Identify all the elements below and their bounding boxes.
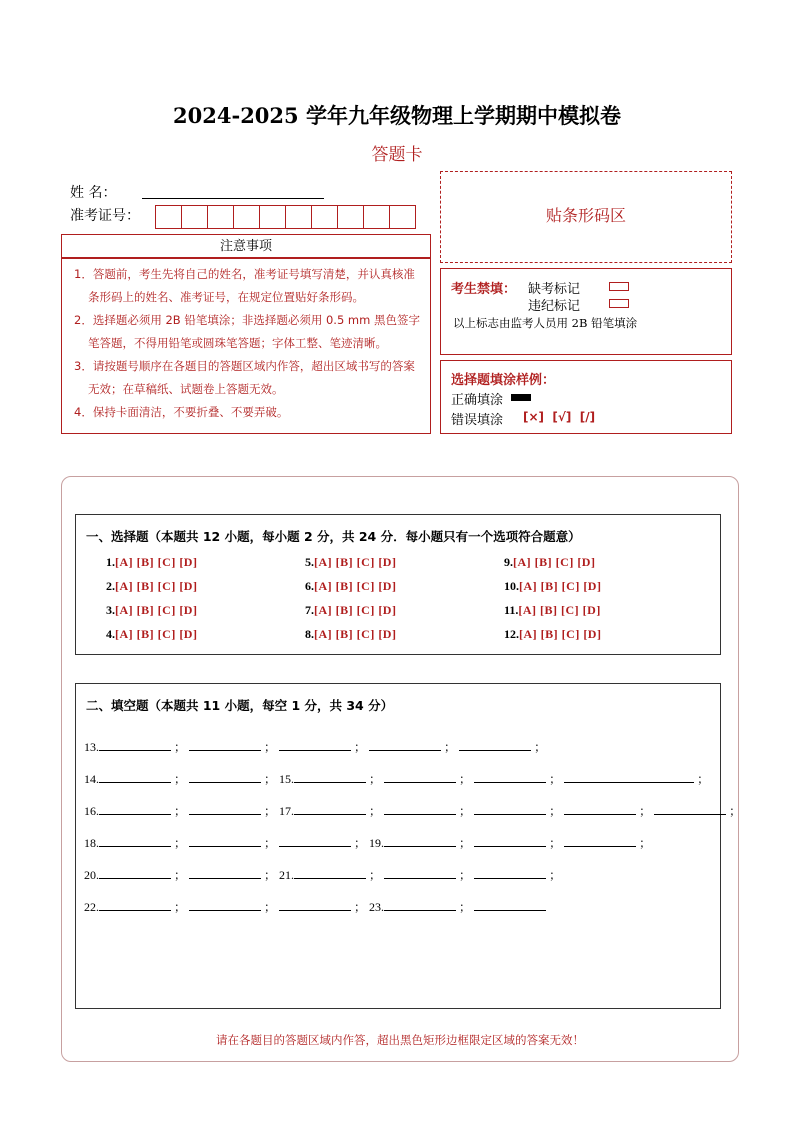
notice-item: 3．请按题号顺序在各题目的答题区域内作答，超出区域书写的答案无效；在草稿纸、试题卷上答题无效。 <box>74 359 415 396</box>
blank-field[interactable] <box>384 802 456 815</box>
blank-field[interactable] <box>474 834 546 847</box>
blank-field[interactable] <box>294 770 366 783</box>
notice-item: 4．保持卡面清洁，不要折叠、不要弄破。 <box>74 405 289 419</box>
id-digit-box[interactable] <box>259 205 286 229</box>
id-digit-box[interactable] <box>389 205 416 229</box>
id-digit-box[interactable] <box>181 205 208 229</box>
fill-row: 13. ； ； ； ； ； <box>84 740 547 754</box>
fill-row: 22. ； ； ； 23. ； <box>84 898 546 915</box>
name-label: 姓 名： <box>70 185 117 201</box>
id-digit-box[interactable] <box>363 205 390 229</box>
blank-field[interactable] <box>654 802 726 815</box>
forbid-label: 考生禁填： <box>451 282 517 297</box>
fill-row: 20. ； ； 21. ； ； ； <box>84 868 562 882</box>
blank-field[interactable] <box>294 866 366 879</box>
blank-field[interactable] <box>99 802 171 815</box>
id-digit-box[interactable] <box>285 205 312 229</box>
notice-item: 2．选择题必须用 2B 铅笔填涂；非选择题必须用 0.5 mm 黑色签字笔答题，不得用铅笔或圆珠笔答题；字体工整、笔迹清晰。 <box>74 313 420 350</box>
blank-field[interactable] <box>189 866 261 879</box>
blank-field[interactable] <box>474 898 546 911</box>
blank-field[interactable] <box>279 738 351 751</box>
blank-field[interactable] <box>564 802 636 815</box>
blank-field[interactable] <box>474 866 546 879</box>
choice-question[interactable]: 12.[A] [B] [C] [D] <box>504 627 602 641</box>
choice-question[interactable]: 2.[A] [B] [C] [D] <box>106 579 198 593</box>
blank-field[interactable] <box>189 898 261 911</box>
blank-field[interactable] <box>384 834 456 847</box>
blank-field[interactable] <box>99 770 171 783</box>
choice-section <box>75 514 721 655</box>
choice-question[interactable]: 4.[A] [B] [C] [D] <box>106 627 198 641</box>
id-number-boxes[interactable] <box>155 205 415 229</box>
choice-question[interactable]: 9.[A] [B] [C] [D] <box>504 555 596 569</box>
blank-field[interactable] <box>294 802 366 815</box>
blank-field[interactable] <box>189 834 261 847</box>
page-title: 2024-2025 学年九年级物理上学期期中模拟卷 <box>173 103 621 128</box>
id-digit-box[interactable] <box>155 205 182 229</box>
blank-field[interactable] <box>279 834 351 847</box>
id-label: 准考证号： <box>70 208 140 224</box>
blank-field[interactable] <box>189 770 261 783</box>
absent-mark-box[interactable] <box>609 282 629 291</box>
page-subtitle: 答题卡 <box>371 145 423 165</box>
absent-label: 缺考标记 <box>528 282 581 297</box>
blank-field[interactable] <box>384 898 456 911</box>
choice-section-title: 一、选择题（本题共 12 小题，每小题 2 分，共 24 分．每小题只有一个选项符合题意） <box>86 529 581 544</box>
blank-field[interactable] <box>384 866 456 879</box>
choice-question[interactable]: 3.[A] [B] [C] [D] <box>106 603 198 617</box>
sample-label: 选择题填涂样例： <box>451 373 556 388</box>
barcode-area <box>440 171 732 263</box>
wrong-marks: [×] [√] [/] <box>523 410 596 424</box>
id-digit-box[interactable] <box>311 205 338 229</box>
blank-field[interactable] <box>474 770 546 783</box>
blank-field[interactable] <box>564 770 694 783</box>
violation-mark-box[interactable] <box>609 299 629 308</box>
choice-question[interactable]: 10.[A] [B] [C] [D] <box>504 579 602 593</box>
blank-field[interactable] <box>459 738 531 751</box>
fill-row: 16. ； ； 17. ； ； ； ； ； <box>84 804 742 818</box>
choice-question[interactable]: 8.[A] [B] [C] [D] <box>305 627 397 641</box>
proctor-mark-box <box>440 268 732 355</box>
fill-row: 18. ； ； ； 19. ； ； ； <box>84 836 652 850</box>
barcode-label: 贴条形码区 <box>545 206 626 225</box>
blank-field[interactable] <box>99 834 171 847</box>
forbid-note: 以上标志由监考人员用 2B 铅笔填涂 <box>453 316 638 330</box>
fill-section-title: 二、填空题（本题共 11 小题，每空 1 分，共 34 分） <box>86 698 394 713</box>
choice-question[interactable]: 1.[A] [B] [C] [D] <box>106 555 198 569</box>
blank-field[interactable] <box>99 738 171 751</box>
choice-question[interactable]: 6.[A] [B] [C] [D] <box>305 579 397 593</box>
footer-note: 请在各题目的答题区域内作答，超出黑色矩形边框限定区域的答案无效！ <box>216 1033 584 1047</box>
notice-heading: 注意事项 <box>61 234 431 258</box>
blank-field[interactable] <box>369 738 441 751</box>
blank-field[interactable] <box>474 802 546 815</box>
fill-blank-section <box>75 683 742 1009</box>
violation-label: 违纪标记 <box>528 299 581 314</box>
blank-field[interactable] <box>384 770 456 783</box>
notice-item: 1．答题前，考生先将自己的姓名，准考证号填写清楚，并认真核准条形码上的姓名、准考证号，在规定位置贴好条形码。 <box>74 267 415 304</box>
correct-label: 正确填涂 <box>451 393 504 408</box>
blank-field[interactable] <box>189 738 261 751</box>
blank-field[interactable] <box>99 866 171 879</box>
blank-field[interactable] <box>99 898 171 911</box>
blank-field[interactable] <box>279 898 351 911</box>
name-field[interactable] <box>142 182 324 199</box>
fill-sample-box <box>440 360 732 434</box>
id-digit-box[interactable] <box>207 205 234 229</box>
id-digit-box[interactable] <box>337 205 364 229</box>
blank-field[interactable] <box>189 802 261 815</box>
fill-row: 14. ； ； 15. ； ； ； ； <box>84 772 710 786</box>
choice-question[interactable]: 11.[A] [B] [C] [D] <box>504 603 601 617</box>
choice-question[interactable]: 5.[A] [B] [C] [D] <box>305 555 397 569</box>
wrong-label: 错误填涂 <box>451 413 504 428</box>
id-digit-box[interactable] <box>233 205 260 229</box>
blank-field[interactable] <box>564 834 636 847</box>
choice-question[interactable]: 7.[A] [B] [C] [D] <box>305 603 397 617</box>
notice-body <box>61 258 431 434</box>
filled-sample-mark <box>511 394 531 401</box>
